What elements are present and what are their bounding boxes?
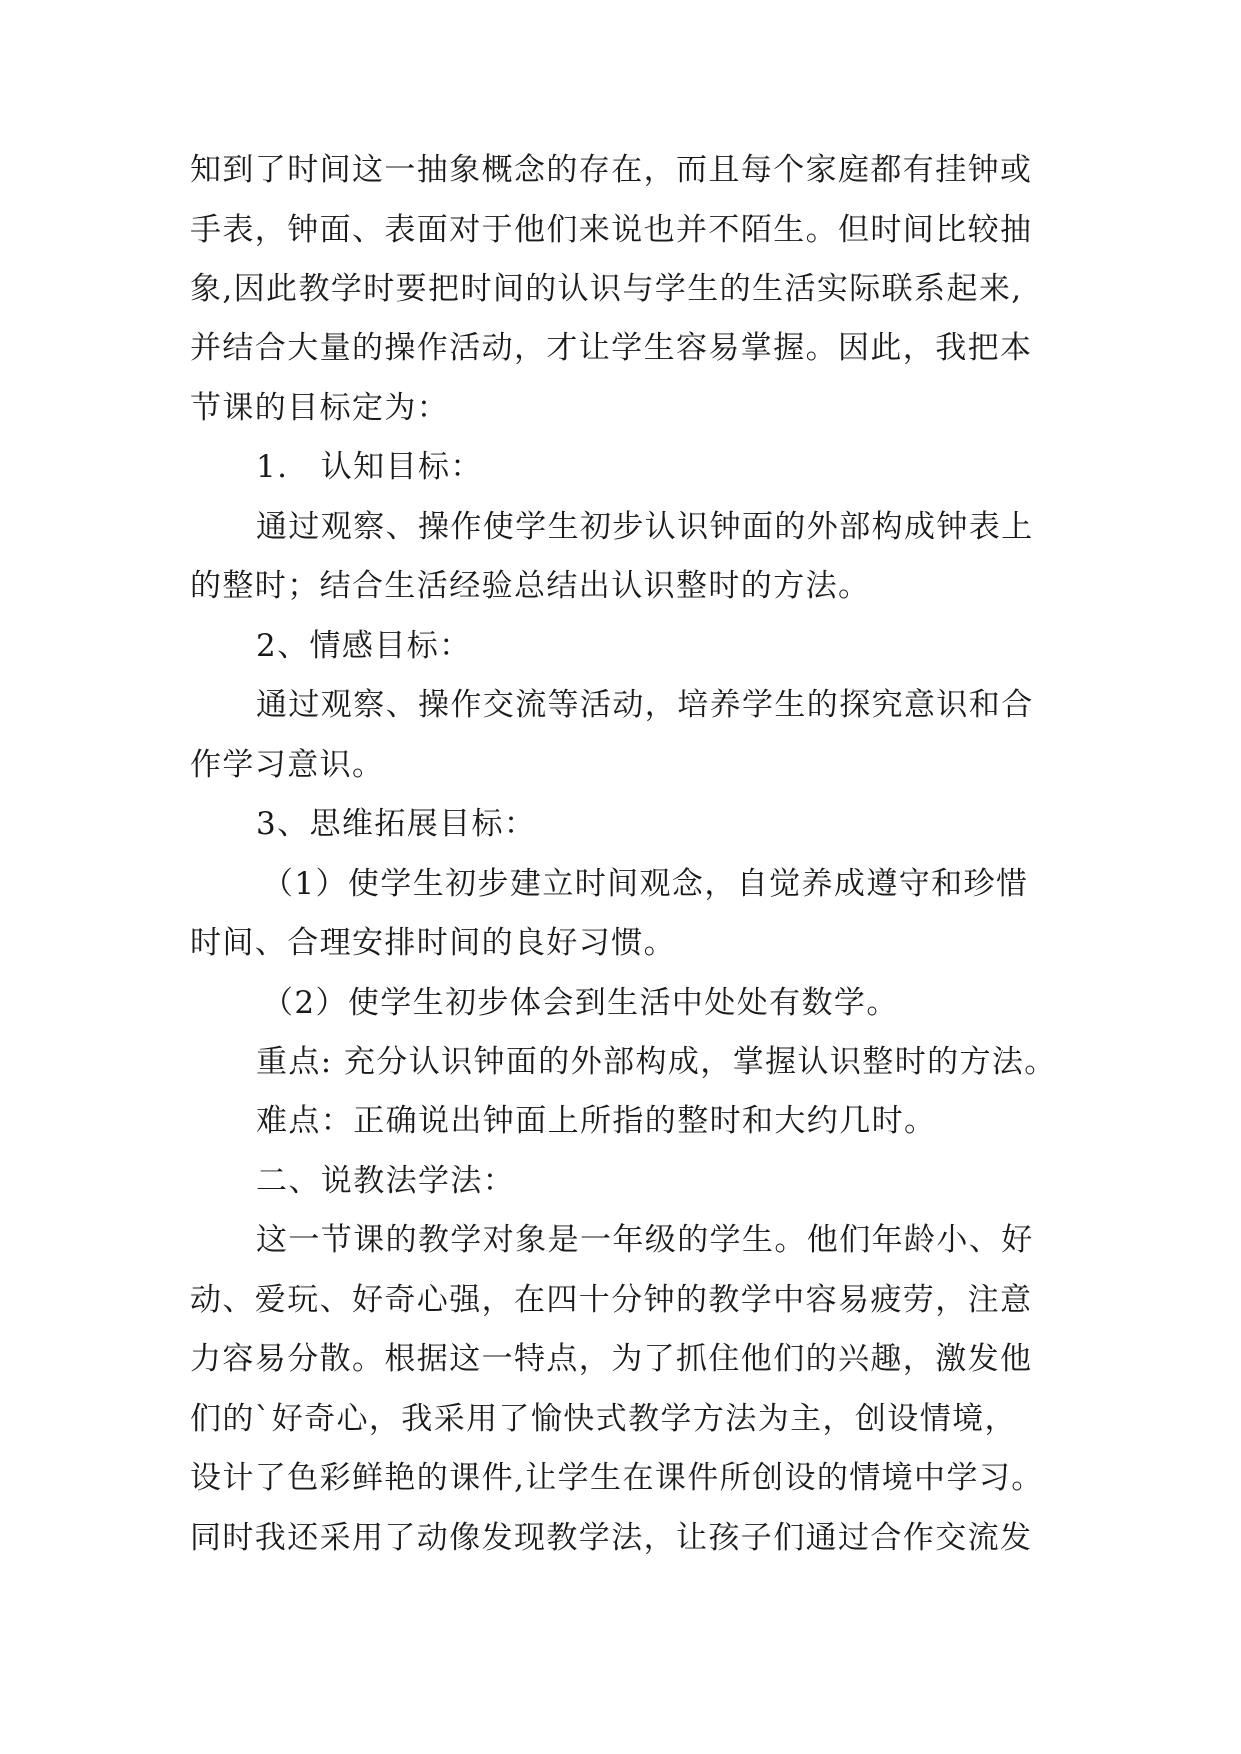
section-heading: 1. 认知目标： (256, 449, 483, 485)
text-line: 并结合大量的操作活动，才让学生容易掌握。因此，我把本 (190, 330, 1033, 366)
list-item: （2）使学生初步体会到生活中处处有数学。 (262, 985, 899, 1021)
text-line: 节课的目标定为： (190, 390, 450, 426)
text-line: 象,因此教学时要把时间的认识与学生的生活实际联系起来, (190, 271, 1023, 307)
text-line: 时间、合理安排时间的良好习惯。 (190, 925, 676, 961)
section-heading: 3、思维拓展目标： (256, 806, 537, 842)
text-line: 的整时；结合生活经验总结出认识整时的方法。 (190, 568, 871, 604)
text-line: 通过观察、操作使学生初步认识钟面的外部构成钟表上 (256, 509, 1034, 545)
section-heading: 2、情感目标： (256, 628, 472, 664)
text-line: 力容易分散。根据这一特点，为了抓住他们的兴趣，激发他 (190, 1341, 1033, 1377)
section-heading: 二、说教法学法： (256, 1163, 516, 1199)
text-line: 手表，钟面、表面对于他们来说也并不陌生。但时间比较抽 (190, 212, 1033, 248)
list-item: （1）使学生初步建立时间观念，自觉养成遵守和珍惜 (262, 866, 1029, 902)
text-line: 同时我还采用了动像发现教学法，让孩子们通过合作交流发 (190, 1520, 1033, 1556)
text-line: 动、爱玩、好奇心强，在四十分钟的教学中容易疲劳，注意 (190, 1282, 1033, 1318)
text-line: 通过观察、操作交流等活动，培养学生的探究意识和合 (256, 687, 1034, 723)
text-line: 知到了时间这一抽象概念的存在，而且每个家庭都有挂钟或 (190, 152, 1033, 188)
text-line: 们的`好奇心，我采用了愉快式教学方法为主，创设情境， (190, 1401, 1017, 1437)
text-line: 作学习意识。 (190, 747, 385, 783)
key-point: 重点: 充分认识钟面的外部构成，掌握认识整时的方法。 (256, 1044, 1057, 1080)
text-line: 设计了色彩鲜艳的课件,让学生在课件所创设的情境中学习。 (190, 1460, 1044, 1496)
text-line: 这一节课的教学对象是一年级的学生。他们年龄小、好 (256, 1222, 1034, 1258)
difficult-point: 难点：正确说出钟面上所指的整时和大约几时。 (256, 1103, 937, 1139)
